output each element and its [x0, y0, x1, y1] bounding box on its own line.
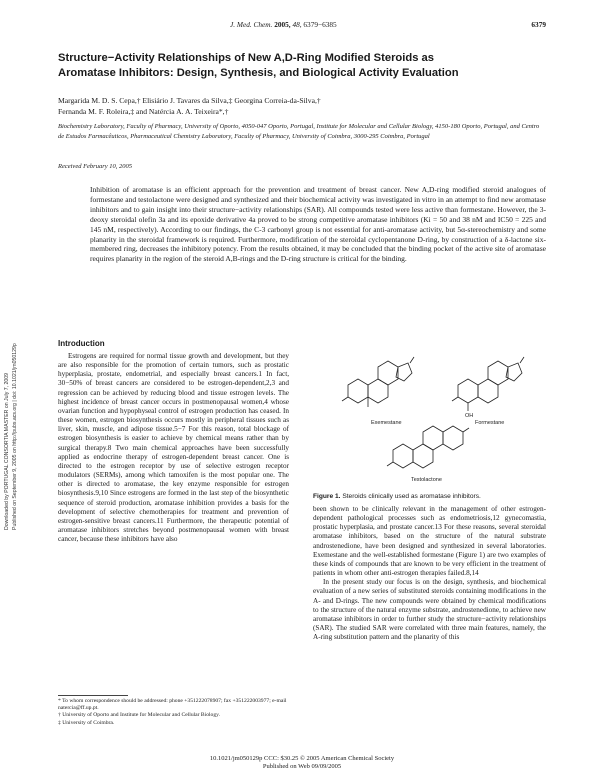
- footnote: ‡ University of Coimbra.: [58, 719, 115, 726]
- formestane-structure: [452, 357, 524, 411]
- journal-citation: J. Med. Chem. 2005, 48, 6379−6385: [230, 20, 337, 29]
- publication-footer: 10.1021/jm050129p CCC: $30.25 © 2005 American Chemical Society Published on Web 09/09/2005: [209, 755, 395, 770]
- footnote-divider: [58, 695, 128, 696]
- steroid-structures-drawing: [313, 345, 546, 485]
- sidebar-doi-note: Published on September 9, 2005 on http://pubs.acs.org | doi: 10.1021/jm050129p: [12, 343, 18, 530]
- paragraph: Estrogens are required for normal tissue growth and development, but they are also responsible for the promotion of certain tumors, such as prostatic hyperplasia, prostate, endometrial, and especially breast cancers.1 In fact, 30−50% of breast cancers are considered to be estrogen-dependent,2,3 and regression can be achieved by reducing blood and tissue estrogen levels. The highest incidence of breast cancer occurs in postmenopausal women,4 whose ovarian function and hypophyseal control of estrogen production has ceased. In these women, estrogen biosynthesis occurs mostly in peripheral tissues such as liver, skin, muscle, and adipose tissue.5−7 For this reason, total blockage of estrogen biosynthesis is easier to achieve by chemical means rather than by surgical therapy.8 Two main chemical approaches have been successfully applied as endocrine therapy of estrogen-dependent breast cancer. One is directed to the estrogen receptor by use of selective estrogen receptor modulators (SERMs), among which tamoxifen is the most popular one. The other is directed to aromatase, the key enzyme responsible for estrogen biosynthesis.9,10 Since estrogens are formed in the last step of the biosynthetic sequence of steroid production, aromatase inhibition provides a basis for the development of selective chemotherapies for treatment and prevention of estrogen-sensitive breast cancers.11 Furthermore, the therapeutic potential of aromatase inhibitors stretches beyond postmenopausal women with breast cancer, because these inhibitors have also: [58, 352, 289, 544]
- exemestane-label: Exemestane: [371, 420, 402, 426]
- article-title: Structure−Activity Relationships of New A,D-Ring Modified Steroids as Aromatase Inhibitors: Design, Synthesis, and Biological Activity Evaluation: [58, 52, 459, 79]
- abstract: Inhibition of aromatase is an efficient approach for the prevention and treatment of breast cancer. New A,D-ring modified steroid analogues of formestane and testolactone were designed and synthesized and their biochemical activity was investigated in vitro in an attempt to find new aromatase inhibitors and to gain insight into their structure−activity relationships (SAR). All compounds tested were less active than formestane. However, the 3-deoxy steroidal olefin 3a and its epoxide derivative 4a proved to be strong competitive aromatase inhibitors (Ki = 50 and 38 nM and IC50 = 225 and 145 nM, respectively). According to our findings, the C-3 carbonyl group is not essential for anti-aromatase activity, but 5α-stereochemistry and some planarity in the steroidal framework is required. Furthermore, modification of the steroidal cyclopentanone D-ring, by construction of a δ-lactone six-membered ring, decreases the inhibitory potency. From the results obtained, it may be concluded that the binding pocket of the active site of aromatase requires planarity in the region of the steroid A,B-rings and the D-ring structure is critical for the binding.: [90, 185, 546, 264]
- figure-caption: Figure 1. Steroids clinically used as aromatase inhibitors.: [313, 493, 481, 500]
- figure-1: [313, 345, 546, 485]
- sidebar-download-note: Downloaded by PORTUGAL CONSORTIA MASTER on July 7, 2009: [4, 372, 10, 530]
- footnote: † University of Oporto and Institute for Molecular and Cellular Biology.: [58, 712, 220, 719]
- oh-label: OH: [465, 413, 474, 419]
- author-list: Margarida M. D. S. Cepa,† Elisiário J. Tavares da Silva,‡ Georgina Correia-da-Silva,† Fernanda M. F. Roleira,‡ and Natércia A. A. Teixeira*,†: [58, 96, 321, 116]
- section-heading-introduction: Introduction: [58, 339, 105, 348]
- affiliations: Biochemistry Laboratory, Faculty of Pharmacy, University of Oporto, 4050-047 Oporto, Portugal, Institute for Molecular and Cellular Biology, 4150-180 Oporto, Portugal, and Centro de Estudos Farmacêuticos, Pharmaceutical Chemistry Laboratory, Faculty of Pharmacy, University of Coimbra, 3000-295 Coimbra, Portugal: [58, 123, 540, 140]
- footnotes: [58, 698, 289, 727]
- body-column-left: [58, 352, 289, 544]
- exemestane-structure: [342, 357, 414, 407]
- testolactone-label: Testolactone: [411, 477, 442, 483]
- paragraph: In the present study our focus is on the design, synthesis, and biochemical evaluation of a new series of substituted steroids containing modifications in the A- and D-rings. The new compounds were obtained by chemical modifications to the structure of the natural enzyme substrate, androstenedione, to achieve new aromatase inhibitors in order to further study the structure−activity relationships (SAR). The studied SAR were correlated with three main features, namely, the A-ring substitution pattern and the planarity of this: [313, 578, 546, 642]
- paragraph: been shown to be clinically relevant in the management of other estrogen-dependent pathological processes such as endometriosis,12 gynecomastia, prostatic hyperplasia, and prostate cancer.13 For these reasons, several steroidal aromatase inhibitors, based on the structure of the natural substrate androstenedione, have been designed and synthesized in several laboratories. Exemestane and the well-established formestane (Figure 1) are two examples of these kinds of compounds that are known to be very efficient in the treatment of patients in whom other anti-estrogen therapies failed.8,14: [313, 505, 546, 578]
- formestane-label: Formestane: [475, 420, 505, 426]
- body-column-right: [313, 505, 546, 642]
- footnote: * To whom correspondence should be addressed: phone +351222078907; fax +351222003977; e-mail natercia@ff.up.pt.: [58, 698, 287, 712]
- received-date: Received February 10, 2005: [58, 163, 133, 170]
- page-number: 6379: [531, 20, 546, 29]
- testolactone-structure: [387, 426, 469, 468]
- download-sidebar: [4, 270, 22, 530]
